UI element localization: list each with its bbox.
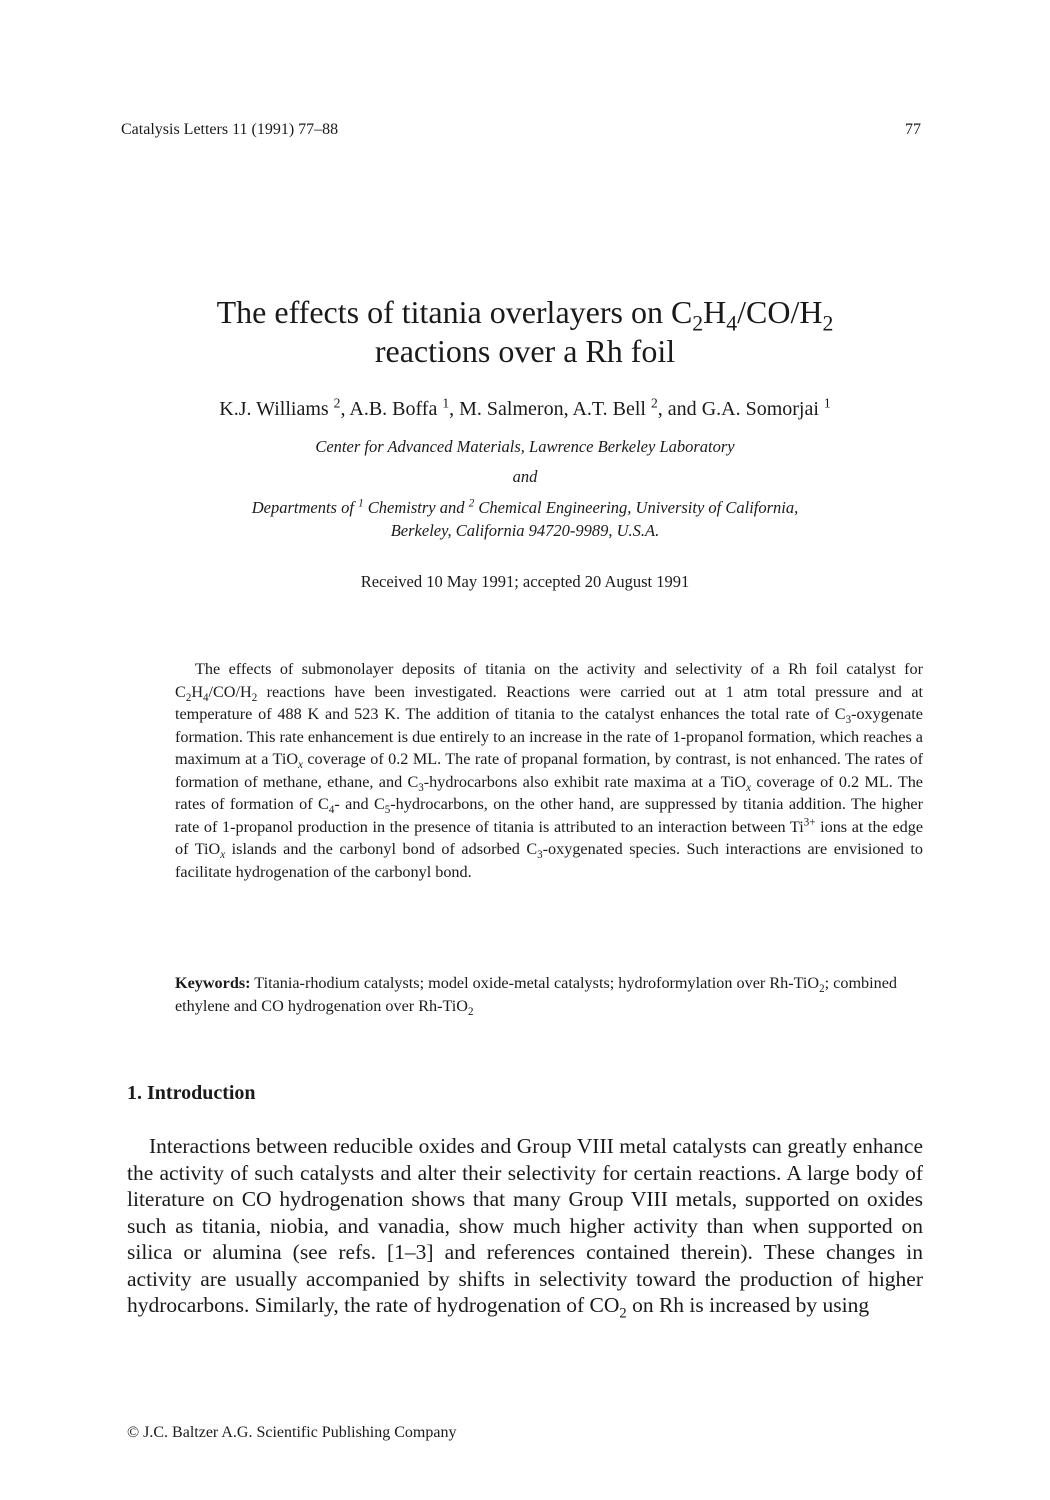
- journal-citation: Catalysis Letters 11 (1991) 77–88: [121, 121, 339, 138]
- author-name: A.B. Boffa: [349, 398, 438, 420]
- author-affil-mark: 2: [651, 395, 658, 411]
- keywords-label: Keywords:: [175, 974, 251, 992]
- author-name: A.T. Bell: [572, 398, 646, 420]
- abstract: [175, 658, 923, 883]
- author-name: M. Salmeron: [459, 398, 564, 420]
- received-dates: Received 10 May 1991; accepted 20 August 1991: [360, 572, 690, 591]
- affiliation-address: Berkeley, California 94720-9989, U.S.A.: [390, 521, 660, 540]
- author-affil-mark: 1: [442, 395, 450, 411]
- affiliation-and: and: [512, 467, 538, 486]
- section-heading: 1. Introduction: [127, 1082, 256, 1104]
- title-line-1: The effects of titania overlayers on $C_2H_4/CO/H_2$: [216, 294, 834, 336]
- running-head: [121, 121, 921, 139]
- keywords: Keywords: Titania-rhodium catalysts; model oxide-metal catalysts; hydroformylation over Rh-TiO$_2$; combined ethylene and CO hydrogenation over Rh-TiO$_2$: [175, 974, 898, 1018]
- affiliation-center: Center for Advanced Materials, Lawrence Berkeley Laboratory: [315, 437, 735, 456]
- author-affil-mark: 1: [823, 395, 831, 411]
- abstract-text: The effects of submonolayer deposits of titania on the activity and selectivity of a Rh foil catalyst for $C_2H_4/CO/H_2$ reactions have been investigated. Reactions were carried out at 1 atm total pressure and at temperature of 488 K and 523 K. The addition of titania to the catalyst enhances the total rate of $C_3$-oxygenate formation. This rate enhancement is due entirely to an increase in the rate of 1-propanol formation, which reaches a maximum at a TiO$_x$ coverage of 0.2 ML. The rate of propanal formation, by contrast, is not enhanced. The rates of formation of methane, ethane, and $C_3$-hydrocarbons also exhibit rate maxima at a TiO$_x$ coverage of 0.2 ML. The rates of formation of $C_4-$ and $C_5$-hydrocarbons, on the other hand, are suppressed by titania addition. The higher rate of 1-propanol production in the presence of titania is attributed to an interaction between $Ti^{3+}$ ions at the edge of TiO$_x$ islands and the carbonyl bond of adsorbed $C_3$-oxygenated species. Such interactions are envisioned to facilitate hydrogenation of the carbonyl bond.: [175, 660, 924, 881]
- title-line-2: reactions over a Rh foil: [374, 333, 676, 369]
- author-name: G.A. Somorjai: [701, 398, 819, 420]
- author-affil-mark: 2: [333, 395, 341, 411]
- author-name: K.J. Williams: [219, 398, 329, 420]
- page-number: 77: [905, 121, 921, 138]
- paper-title: [0, 293, 1050, 371]
- introduction-body: [127, 1133, 923, 1322]
- affiliation-departments: Departments of $^1$ Chemistry and $^2$ Chemical Engineering, University of California,: [251, 497, 799, 517]
- intro-paragraph: Interactions between reducible oxides and Group VIII metal catalysts can greatly enhance the activity of such catalysts and alter their selectivity for certain reactions. A large body of literature on CO hydrogenation shows that many Group VIII metals, supported on oxides such as titania, niobia, and vanadia, show much higher activity than when supported on silica or alumina (see refs. [1–3] and references contained therein). These changes in activity are usually accompanied by shifts in selectivity toward the production of higher hydrocarbons. Similarly, the rate of hydrogenation of $CO_2$ on Rh is increased by using: [127, 1134, 923, 1322]
- copyright-notice: © J.C. Baltzer A.G. Scientific Publishing Company: [127, 1424, 457, 1441]
- author-list: K.J. Williams $^2$, A.B. Boffa $^1$, M. Salmeron, A.T. Bell $^2$, and G.A. Somorjai $^1$: [219, 395, 831, 420]
